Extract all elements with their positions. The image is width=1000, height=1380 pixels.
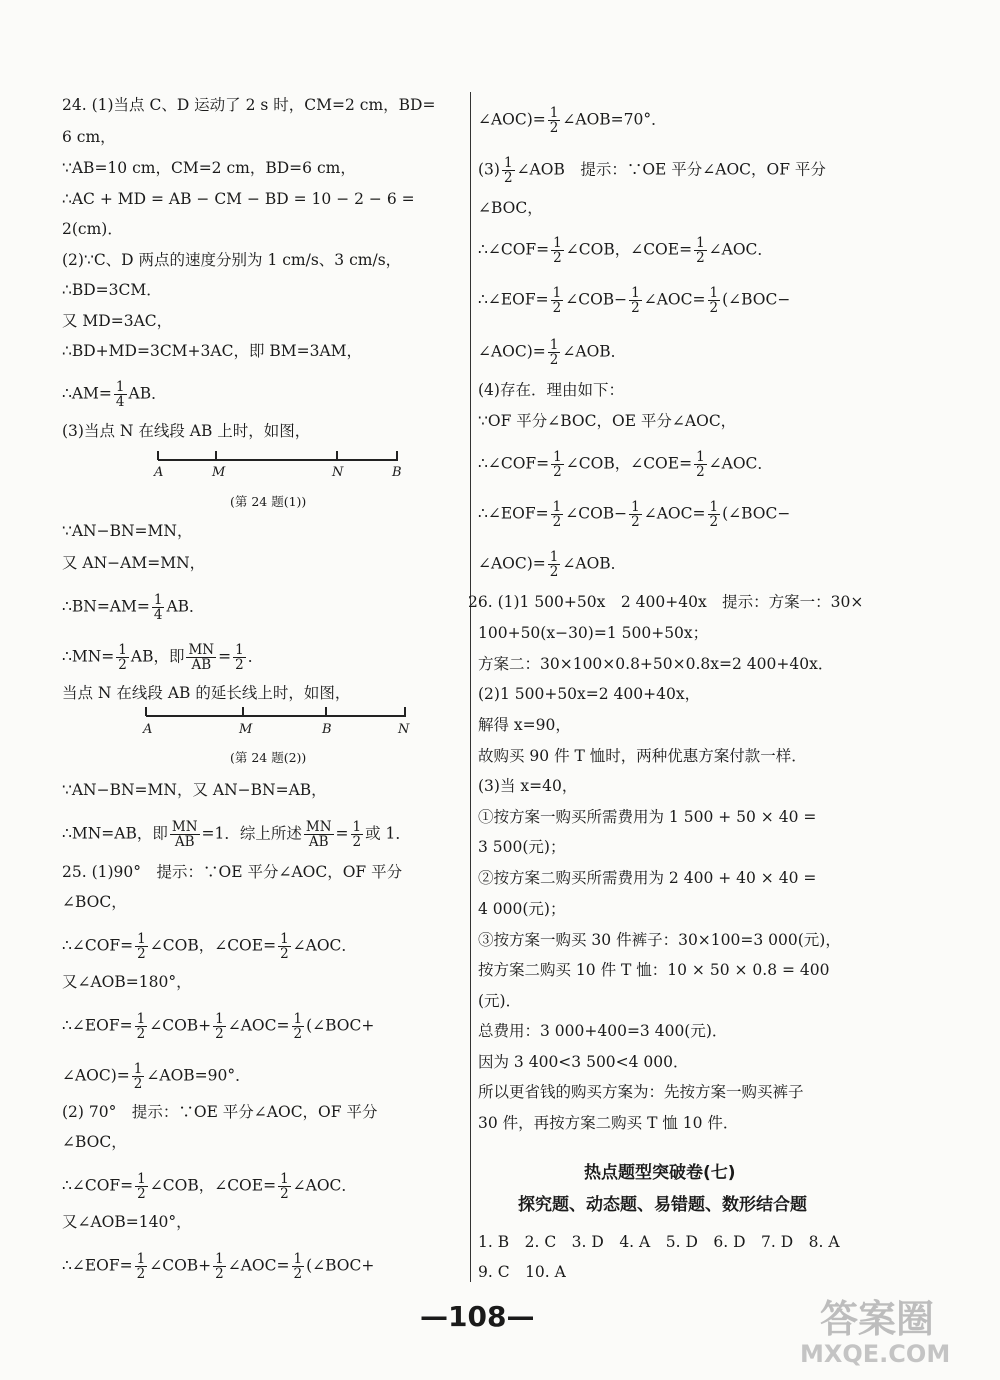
text-line: 4 000(元)；	[478, 900, 566, 918]
math-line: ∴∠COF= $\frac{1}{2}$ ∠COB，∠COE= $\frac{1}{2}$ ∠AOC．	[62, 931, 357, 962]
text-line: ∴BD=3CM．	[62, 281, 162, 299]
text-line: 所以更省钱的购买方案为：先按方案一购买裤子	[478, 1083, 804, 1101]
point-label: A	[143, 722, 153, 737]
text-line: (3)当点 N 在线段 AB 上时，如图，	[62, 422, 311, 440]
answer-line: 1. B 2. C 3. D 4. A 5. D 6. D 7. D 8. A	[478, 1233, 840, 1251]
math-line: ∴MN= $\frac{1}{2}$ AB，即 $\frac{MN}{AB}$ = $\frac{1}{2}$ ．	[62, 642, 264, 673]
text-line: (2)∵C、D 两点的速度分别为 1 cm/s、3 cm/s，	[62, 251, 402, 269]
figure-caption: (第 24 题(2))	[230, 750, 307, 765]
math-line: ∠AOC)= $\frac{1}{2}$ ∠AOB=70°．	[478, 105, 667, 136]
text-line: ∠BOC，	[62, 893, 127, 911]
text-line: 又 MD=3AC，	[62, 312, 173, 330]
text-line: ∠BOC，	[478, 199, 543, 217]
text-line: 又∠AOB=180°，	[62, 973, 192, 991]
text-line: (2) 70° 提示：∵OE 平分∠AOC，OF 平分	[62, 1103, 378, 1121]
text-line: ∴BD+MD=3CM+3AC，即 BM=3AM，	[62, 342, 363, 360]
math-line: ∴∠COF= $\frac{1}{2}$ ∠COB，∠COE= $\frac{1}{2}$ ∠AOC．	[478, 235, 773, 266]
text-line: 100+50(x−30)=1 500+50x；	[478, 624, 709, 642]
point-label: A	[154, 465, 164, 480]
point-label: M	[239, 722, 253, 737]
point-label: N	[332, 465, 344, 480]
column-divider	[470, 92, 471, 1282]
text-line: 解得 x=90，	[478, 716, 571, 734]
text-line: 当点 N 在线段 AB 的延长线上时，如图，	[62, 684, 351, 702]
math-line: ∴∠COF= $\frac{1}{2}$ ∠COB，∠COE= $\frac{1}{2}$ ∠AOC．	[62, 1171, 357, 1202]
math-line: ∴MN=AB，即 $\frac{MN}{AB}$ =1．综上所述 $\frac{MN}{AB}$ = $\frac{1}{2}$ 或 1．	[62, 819, 411, 850]
math-line: ∴∠COF= $\frac{1}{2}$ ∠COB，∠COE= $\frac{1}{2}$ ∠AOC．	[478, 449, 773, 480]
text-line: (2)1 500+50x=2 400+40x，	[478, 685, 701, 703]
text-line: ∵AN−BN=MN，	[62, 522, 193, 540]
text-line: 按方案二购买 10 件 T 恤：10 × 50 × 0.8 = 400	[478, 961, 830, 979]
section-title: 热点题型突破卷(七)	[584, 1163, 736, 1183]
math-line: ∠AOC)= $\frac{1}{2}$ ∠AOB．	[478, 337, 627, 368]
math-line: ∠AOC)= $\frac{1}{2}$ ∠AOB．	[478, 549, 627, 580]
text-line: ∴AC + MD = AB − CM − BD = 10 − 2 − 6 =	[62, 190, 415, 208]
math-line: ∴∠EOF= $\frac{1}{2}$ ∠COB+ $\frac{1}{2}$ ∠AOC= $\frac{1}{2}$ (∠BOC+	[62, 1251, 375, 1282]
text-line: 故购买 90 件 T 恤时，两种优惠方案付款一样．	[478, 747, 807, 765]
point-label: N	[398, 722, 410, 737]
point-label: B	[392, 465, 402, 480]
text-line: 又 AN−AM=MN，	[62, 554, 206, 572]
text-line: 2(cm)．	[62, 220, 123, 238]
text-line: ②按方案二购买所需费用为 2 400 + 40 × 40 =	[478, 869, 817, 887]
text-line: (3)当 x=40，	[478, 777, 578, 795]
answer-line: 9. C 10. A	[478, 1263, 566, 1281]
text-line: ①按方案一购买所需费用为 1 500 + 50 × 40 =	[478, 808, 817, 826]
math-line: ∠AOC)= $\frac{1}{2}$ ∠AOB=90°．	[62, 1061, 251, 1092]
text-line: ∵AN−BN=MN，又 AN−BN=AB，	[62, 781, 327, 799]
point-label: B	[322, 722, 332, 737]
text-line: ∠BOC，	[62, 1133, 127, 1151]
text-line: 方案二：30×100×0.8+50×0.8x=2 400+40x．	[478, 655, 834, 673]
watermark-logo: 答案圈	[820, 1297, 935, 1341]
text-line: 因为 3 400<3 500<4 000．	[478, 1053, 689, 1071]
text-line: 26. (1)1 500+50x 2 400+40x 提示：方案一：30×	[468, 593, 864, 611]
text-line: ③按方案一购买 30 件裤子：30×100=3 000(元)，	[478, 931, 841, 949]
text-line: ∵OF 平分∠BOC，OE 平分∠AOC，	[478, 412, 737, 430]
text-line: 又∠AOB=140°，	[62, 1213, 192, 1231]
text-line: (4)存在．理由如下：	[478, 381, 624, 399]
text-line: 30 件，再按方案二购买 T 恤 10 件．	[478, 1114, 739, 1132]
watermark-url: MXQE.COM	[800, 1340, 951, 1368]
section-subtitle: 探究题、动态题、易错题、数形结合题	[518, 1195, 807, 1215]
page-number: —108—	[420, 1300, 535, 1333]
text-line: 6 cm，	[62, 128, 116, 146]
math-line: (3) $\frac{1}{2}$ ∠AOB 提示：∵OE 平分∠AOC，OF 平分	[478, 155, 826, 186]
math-line: ∴∠EOF= $\frac{1}{2}$ ∠COB− $\frac{1}{2}$ ∠AOC= $\frac{1}{2}$ (∠BOC−	[478, 499, 791, 530]
text-line: (元)．	[478, 992, 522, 1010]
fraction: $\frac{1}{4}$	[115, 379, 125, 410]
math-line: ∴AM= $\frac{1}{4}$ AB．	[62, 379, 167, 410]
text-line: 24. (1)当点 C、D 运动了 2 s 时，CM=2 cm，BD=	[62, 96, 436, 114]
math-line: ∴BN=AM= $\frac{1}{4}$ AB．	[62, 592, 205, 623]
text-line: 25. (1)90° 提示：∵OE 平分∠AOC，OF 平分	[62, 863, 403, 881]
text-line: 总费用：3 000+400=3 400(元)．	[478, 1022, 728, 1040]
text-line: 3 500(元)；	[478, 838, 566, 856]
math-line: ∴∠EOF= $\frac{1}{2}$ ∠COB− $\frac{1}{2}$ ∠AOC= $\frac{1}{2}$ (∠BOC−	[478, 285, 791, 316]
math-line: ∴∠EOF= $\frac{1}{2}$ ∠COB+ $\frac{1}{2}$ ∠AOC= $\frac{1}{2}$ (∠BOC+	[62, 1011, 375, 1042]
point-label: M	[212, 465, 226, 480]
figure-caption: (第 24 题(1))	[230, 494, 307, 509]
text-line: ∵AB=10 cm，CM=2 cm，BD=6 cm，	[62, 159, 356, 177]
